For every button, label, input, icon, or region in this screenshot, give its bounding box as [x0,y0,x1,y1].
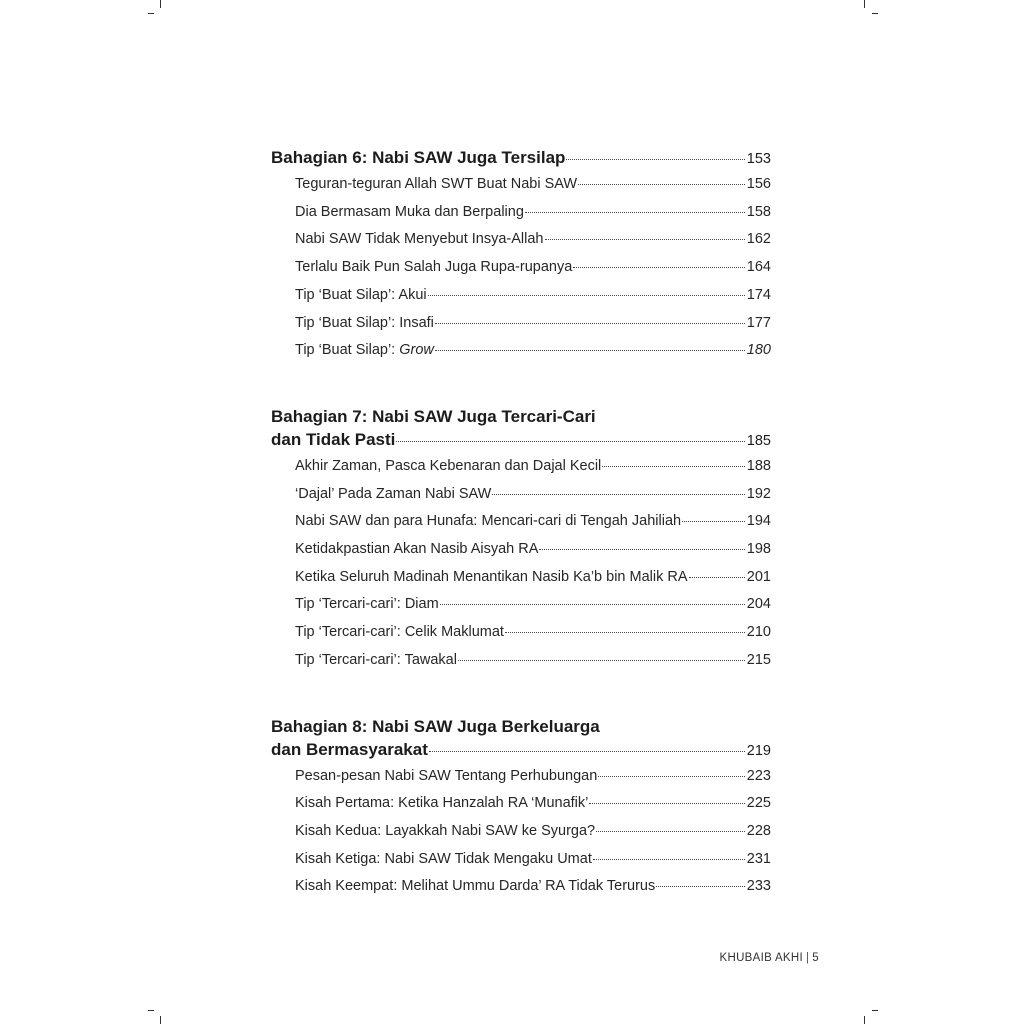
crop-mark-bottom-left-vertical [160,1016,161,1024]
toc-entry-title: Pesan-pesan Nabi SAW Tentang Perhubungan [295,767,598,784]
toc-entry [271,508,771,536]
toc-entry-title: Tip ‘Tercari-cari’: Celik Maklumat [295,624,504,641]
toc-entry-page: 177 [746,314,771,331]
toc-entry [271,310,771,338]
toc-entry-page: 210 [746,624,771,641]
toc-section-8 [271,715,771,902]
dot-leader [505,632,745,633]
dot-leader [578,184,745,185]
toc-entry-page: 188 [746,457,771,474]
toc-entry [271,846,771,874]
section-heading [271,715,771,763]
dot-leader [589,803,744,804]
dot-leader [525,212,745,213]
section-title-line-2: dan Bermasyarakat [271,739,428,759]
toc-entry-title: Tip ‘Tercari-cari’: Diam [295,596,439,613]
toc-entry-page: 162 [746,231,771,248]
toc-entry-page: 198 [746,541,771,558]
toc-entry-page: 228 [746,822,771,839]
toc-entry [271,199,771,227]
crop-mark-bottom-right-horizontal [872,1010,878,1011]
toc-entry-title: Terlalu Baik Pun Salah Juga Rupa-rupanya [295,259,573,276]
toc-entry-title: Nabi SAW dan para Hunafa: Mencari-cari di Tengah Jahiliah [295,513,682,530]
toc-entry-title: Teguran-teguran Allah SWT Buat Nabi SAW [295,176,578,192]
crop-mark-top-left-horizontal [148,13,154,14]
toc-entry [271,481,771,509]
toc-entry [271,647,771,675]
section-title: Bahagian 6: Nabi SAW Juga Tersilap [271,148,566,167]
toc-entry-page: 204 [746,596,771,613]
dot-leader [656,886,745,887]
dot-leader [545,239,745,240]
footer-separator: | [806,952,810,964]
dot-leader [539,549,744,550]
section-page-number: 219 [746,742,771,759]
toc-entry [271,171,771,199]
toc-entry-title: Tip ‘Tercari-cari’: Tawakal [295,651,457,668]
toc-entry [271,818,771,846]
toc-section-7 [271,405,771,675]
section-heading [271,405,771,453]
toc-entry-page: 156 [746,176,771,192]
toc-entry-title-italic: Grow [399,342,434,359]
footer-author: KHUBAIB AKHI [719,952,803,964]
toc-entry-page: 158 [746,203,771,220]
toc-entry-page: 194 [746,513,771,530]
toc-entry-page: 192 [746,485,771,502]
toc-entry-page: 233 [746,878,771,895]
toc-entry-title: Kisah Keempat: Melihat Ummu Darda’ RA Tidak Terurus [295,878,656,895]
toc-entry-page: 231 [746,850,771,867]
toc-entry [271,619,771,647]
toc-entry-page: 223 [746,767,771,784]
dot-leader [566,159,744,160]
toc-entry [271,873,771,901]
section-title-line-1: Bahagian 7: Nabi SAW Juga Tercari-Cari [271,406,596,426]
crop-mark-top-right-horizontal [872,13,878,14]
dot-leader [573,267,745,268]
section-heading-entry [271,146,771,171]
toc-entry-page: 215 [746,651,771,668]
toc-entry-title [295,337,434,365]
crop-mark-bottom-right-vertical [864,1016,865,1024]
section-page-number: 185 [746,432,771,449]
section-heading-entry [271,428,771,453]
toc-entry-title: Tip ‘Buat Silap’: Akui [295,286,427,303]
toc-entry-title: Tip ‘Buat Silap’: Insafi [295,314,434,331]
toc-entry [271,226,771,254]
section-page-number: 153 [746,151,771,167]
footer-page-number: 5 [812,952,819,964]
toc-entry [271,790,771,818]
toc-entry-title: ‘Dajal’ Pada Zaman Nabi SAW [295,485,492,502]
toc-entry [271,282,771,310]
toc-entry [271,763,771,791]
table-of-contents [271,146,771,901]
section-title-line-2: dan Tidak Pasti [271,429,396,449]
crop-mark-bottom-left-horizontal [148,1010,154,1011]
dot-leader [428,295,745,296]
crop-mark-top-right-vertical [864,0,865,8]
toc-entry-title: Kisah Pertama: Ketika Hanzalah RA ‘Munafik’ [295,795,589,812]
dot-leader [435,350,745,351]
toc-entry [271,564,771,592]
toc-entry-title: Dia Bermasam Muka dan Berpaling [295,203,524,220]
toc-entry-page: 174 [746,286,771,303]
toc-entry-title: Kisah Ketiga: Nabi SAW Tidak Mengaku Umat [295,850,592,867]
toc-section-6 [271,146,771,365]
toc-entry-page: 201 [746,568,771,585]
section-title-line-1: Bahagian 8: Nabi SAW Juga Berkeluarga [271,716,600,736]
dot-leader [458,660,745,661]
toc-entry-page: 164 [746,259,771,276]
dot-leader [593,859,745,860]
dot-leader [596,831,745,832]
dot-leader [598,776,745,777]
toc-entry-page: 180 [746,342,771,359]
page-footer [720,952,820,964]
toc-entry-title: Ketika Seluruh Madinah Menantikan Nasib Ka’b bin Malik RA [295,568,688,585]
dot-leader [492,494,744,495]
dot-leader [396,441,744,442]
dot-leader [440,604,745,605]
dot-leader [689,577,745,578]
toc-entry-title: Akhir Zaman, Pasca Kebenaran dan Dajal Kecil [295,457,602,474]
dot-leader [435,323,745,324]
dot-leader [602,466,745,467]
crop-mark-top-left-vertical [160,0,161,8]
toc-entry-page: 225 [746,795,771,812]
section-heading-entry [271,738,771,763]
toc-entry [271,254,771,282]
dot-leader [682,521,745,522]
section-heading [271,146,771,171]
dot-leader [429,751,745,752]
toc-entry-title: Ketidakpastian Akan Nasib Aisyah RA [295,541,539,558]
toc-entry-title: Nabi SAW Tidak Menyebut Insya-Allah [295,231,544,248]
toc-entry [271,591,771,619]
toc-entry [271,453,771,481]
toc-entry-title-prefix: Tip ‘Buat Silap’: [295,342,400,359]
toc-entry [271,536,771,564]
toc-entry [271,337,771,365]
toc-entry-title: Kisah Kedua: Layakkah Nabi SAW ke Syurga? [295,822,596,839]
